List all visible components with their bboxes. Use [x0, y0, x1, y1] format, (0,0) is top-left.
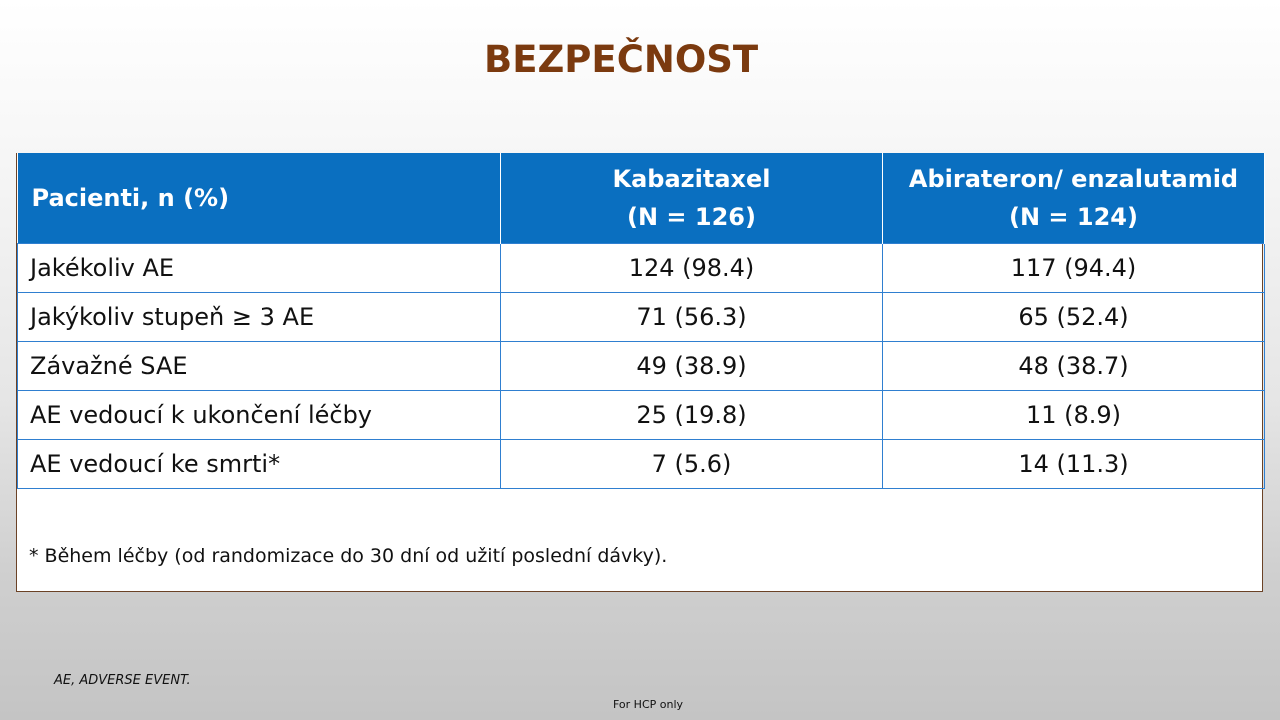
header-patients [18, 153, 501, 244]
footer-note: For HCP only [613, 698, 684, 711]
row-label: AE vedoucí ke smrti* [18, 440, 501, 489]
row-label: Závažné SAE [18, 342, 501, 391]
abirateron-value: 14 (11.3) [883, 440, 1265, 489]
row-label: Jakýkoliv stupeň ≥ 3 AE [18, 293, 501, 342]
kabazitaxel-value: 71 (56.3) [501, 293, 883, 342]
table-header-row [18, 153, 1265, 244]
table-row [18, 440, 1265, 489]
header-patients-label: Pacienti, n (%) [31, 184, 230, 212]
header-kabazitaxel-name: Kabazitaxel [612, 165, 771, 193]
abirateron-value: 11 (8.9) [883, 391, 1265, 440]
row-label: Jakékoliv AE [18, 244, 501, 293]
abirateron-value: 65 (52.4) [883, 293, 1265, 342]
table-row [18, 293, 1265, 342]
kabazitaxel-value: 7 (5.6) [501, 440, 883, 489]
header-abirateron [883, 153, 1265, 244]
page-title: BEZPEČNOST [484, 38, 759, 81]
abbreviation-note: AE, ADVERSE EVENT. [54, 673, 191, 688]
safety-table-container [16, 153, 1263, 592]
header-kabazitaxel [501, 153, 883, 244]
header-abirateron-n: (N = 124) [1009, 203, 1138, 231]
abirateron-value: 48 (38.7) [883, 342, 1265, 391]
row-label: AE vedoucí k ukončení léčby [18, 391, 501, 440]
abirateron-value: 117 (94.4) [883, 244, 1265, 293]
header-kabazitaxel-n: (N = 126) [627, 203, 756, 231]
kabazitaxel-value: 25 (19.8) [501, 391, 883, 440]
table-row [18, 391, 1265, 440]
table-footnote: * Během léčby (od randomizace do 30 dní od užití poslední dávky). [29, 545, 668, 567]
table-row [18, 244, 1265, 293]
safety-table [17, 153, 1265, 489]
kabazitaxel-value: 49 (38.9) [501, 342, 883, 391]
table-row [18, 342, 1265, 391]
kabazitaxel-value: 124 (98.4) [501, 244, 883, 293]
header-abirateron-name: Abirateron/ enzalutamid [908, 165, 1239, 193]
